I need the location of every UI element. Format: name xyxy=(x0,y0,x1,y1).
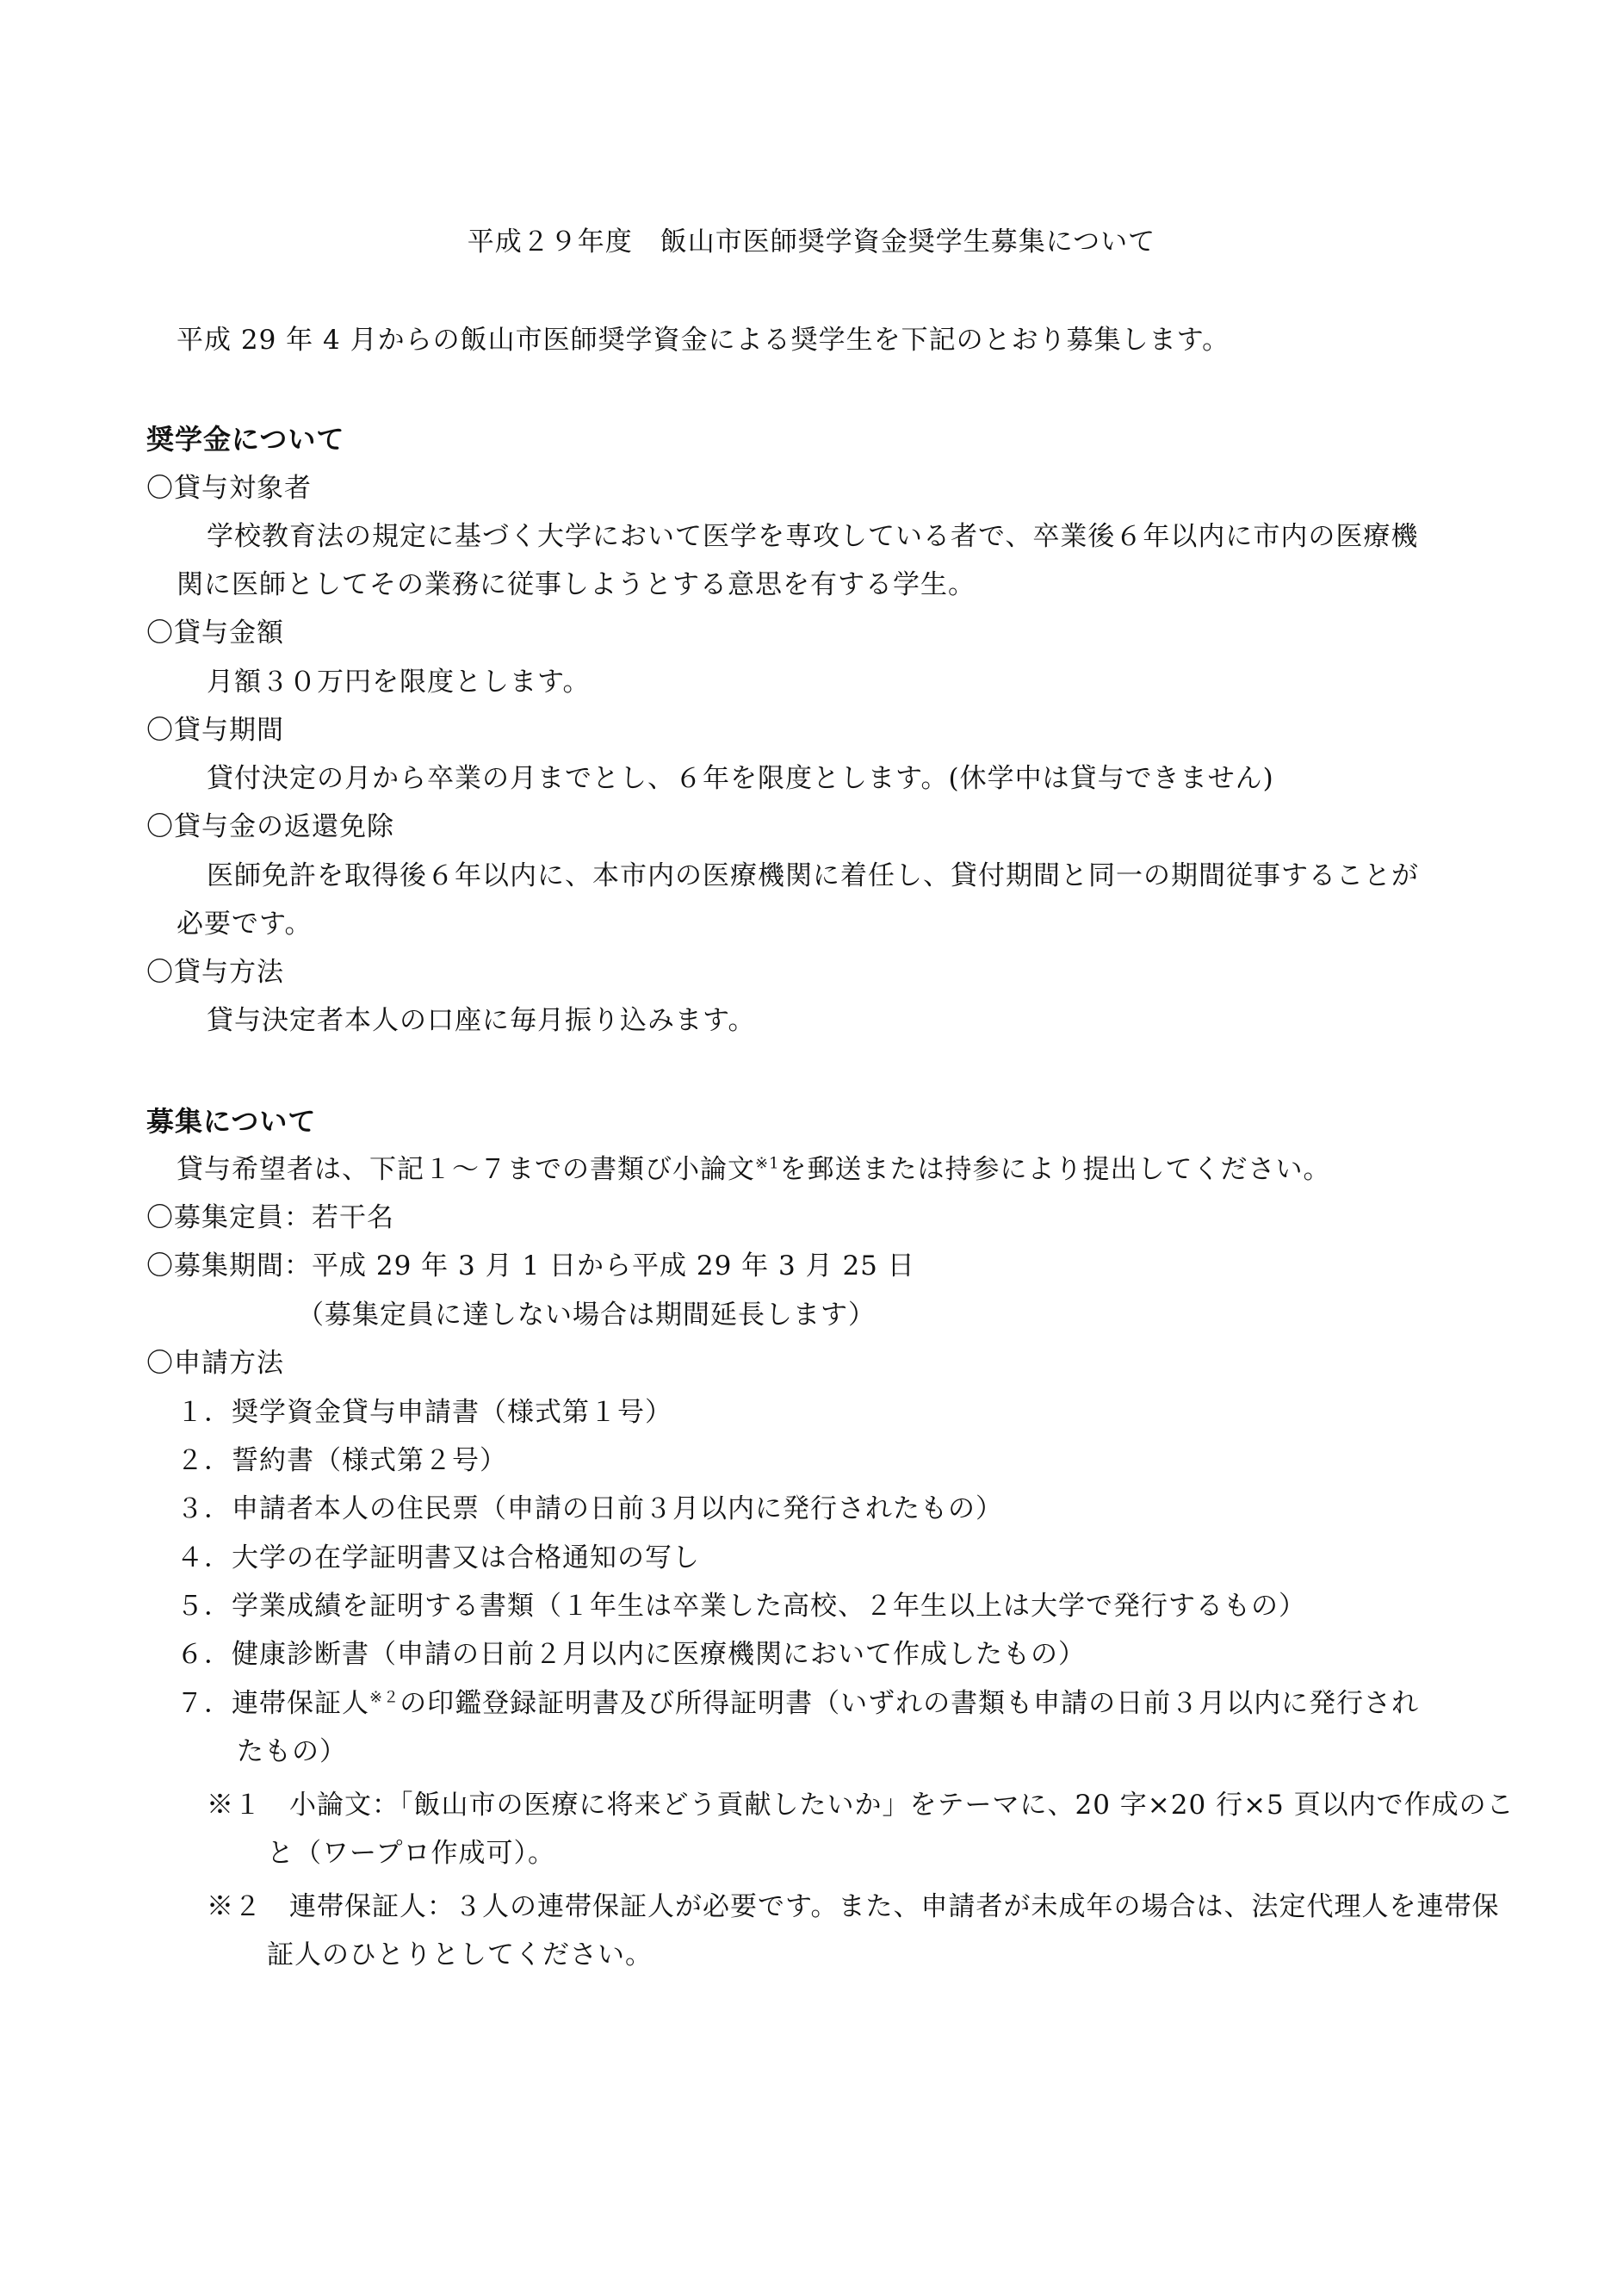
recruitment-intro-after: を郵送または持参により提出してください。 xyxy=(779,1154,1331,1185)
exemption-label: 〇貸与金の返還免除 xyxy=(146,811,394,842)
period-note: （募集定員に達しない場合は期間延長します） xyxy=(297,1300,876,1331)
capacity-text: 〇募集定員：若干名 xyxy=(146,1202,394,1233)
application-item-4: ４．大学の在学証明書又は合格通知の写し xyxy=(177,1542,700,1573)
exemption-text-1: 医師免許を取得後６年以内に、本市内の医療機関に着任し、貸付期間と同一の期間従事することが xyxy=(207,860,1419,891)
period-label: 〇貸与期間 xyxy=(146,715,284,746)
footnote-2-line-2: 証人のひとりとしてください。 xyxy=(267,1939,653,1970)
application-item-1: １．奨学資金貸与申請書（様式第１号） xyxy=(177,1397,672,1428)
footnote-2-line-1: ※２ 連帯保証人：３人の連帯保証人が必要です。また、申請者が未成年の場合は、法定代理人を連帯保 xyxy=(207,1891,1500,1922)
exemption-text-2: 必要です。 xyxy=(177,909,313,940)
recruitment-intro-before: 貸与希望者は、下記１～７までの書類び小論文 xyxy=(177,1154,755,1185)
footnote-1-line-2: と（ワープロ作成可）。 xyxy=(267,1838,555,1869)
method-text: 貸与決定者本人の口座に毎月振り込みます。 xyxy=(207,1005,756,1036)
period-range-text: 〇募集期間：平成 29 年 3 月 1 日から平成 29 年 3 月 25 日 xyxy=(146,1250,915,1281)
period-text: 貸付決定の月から卒業の月までとし、６年を限度とします。(休学中は貸与できません) xyxy=(207,763,1274,794)
scholarship-heading: 奨学金について xyxy=(146,423,345,456)
target-label: 〇貸与対象者 xyxy=(146,473,312,504)
application-item-5: ５．学業成績を証明する書類（１年生は卒業した高校、２年生以上は大学で発行するもの） xyxy=(177,1591,1306,1622)
target-text-2: 関に医師としてその業務に従事しようとする意思を有する学生。 xyxy=(177,569,976,600)
document-title: 平成２９年度 飯山市医師奨学資金奨学生募集について xyxy=(467,226,1156,258)
intro-text: 平成 29 年 4 月からの飯山市医師奨学資金による奨学生を下記のとおり募集します。 xyxy=(177,325,1230,356)
application-item-7-before: ７．連帯保証人 xyxy=(177,1688,369,1719)
application-item-2: ２．誓約書（様式第２号） xyxy=(177,1445,507,1476)
footnote-1-line-1: ※１ 小論文：「飯山市の医療に将来どう貢献したいか」をテーマに、20 字×20 行×5 頁以内で作成のこ xyxy=(207,1790,1515,1821)
application-label: 〇申請方法 xyxy=(146,1348,284,1379)
recruitment-intro xyxy=(177,1152,1331,1187)
recruitment-heading: 募集について xyxy=(146,1105,317,1138)
amount-label: 〇貸与金額 xyxy=(146,617,284,648)
footnote-ref-2: ※２ xyxy=(369,1688,400,1707)
application-item-3: ３．申請者本人の住民票（申請の日前３月以内に発行されたもの） xyxy=(177,1493,1003,1524)
application-item-7 xyxy=(177,1686,1419,1721)
method-label: 〇貸与方法 xyxy=(146,957,284,988)
application-item-6: ６．健康診断書（申請の日前２月以内に医療機関において作成したもの） xyxy=(177,1639,1086,1670)
target-text-1: 学校教育法の規定に基づく大学において医学を専攻している者で、卒業後６年以内に市内の医療機 xyxy=(207,521,1419,552)
footnote-ref-1: ※1 xyxy=(755,1154,780,1173)
application-item-7-continued: たもの） xyxy=(237,1736,347,1767)
amount-text: 月額３０万円を限度とします。 xyxy=(207,667,591,698)
application-item-7-after: の印鑑登録証明書及び所得証明書（いずれの書類も申請の日前３月以内に発行され xyxy=(400,1688,1420,1719)
